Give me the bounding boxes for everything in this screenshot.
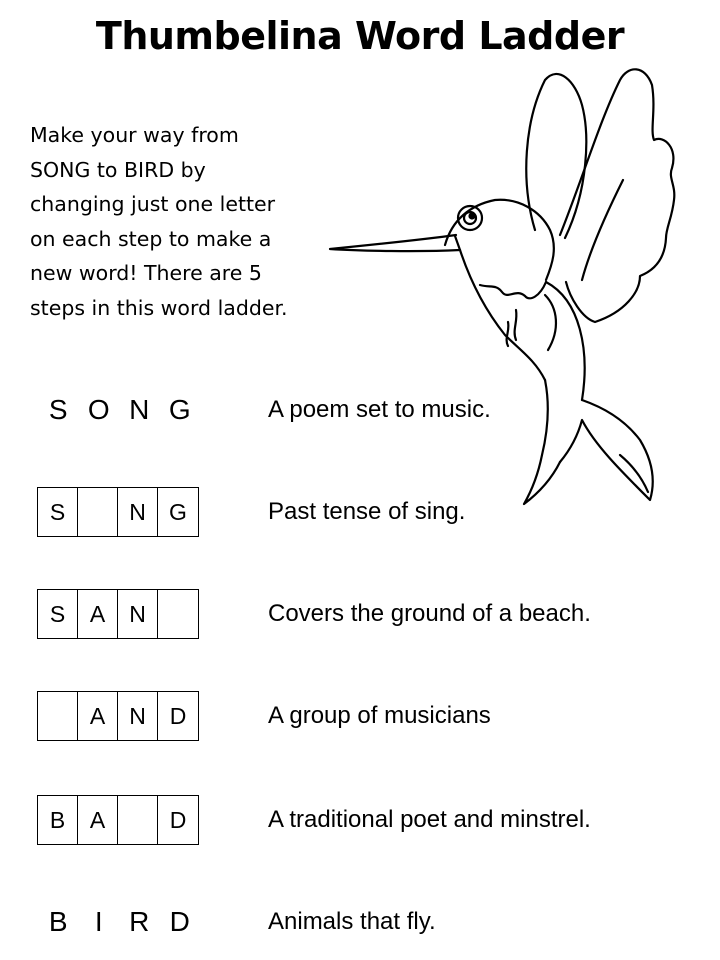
letter-box: A [78,796,118,844]
letter-box-blank[interactable] [118,796,158,844]
word-letter: R [129,906,150,937]
ladder-row [0,896,720,948]
instructions-text: Make your way from SONG to BIRD by changing just one letter on each step to make a new word! There are 5 steps in this word ladder. [30,123,288,320]
word-letter: I [94,906,103,937]
clue-text: A traditional poet and minstrel. [268,806,591,833]
end-word [38,896,208,948]
letter-box: A [78,590,118,638]
letter-boxes [37,589,199,639]
page-title: Thumbelina Word Ladder [95,14,625,58]
letter-boxes [37,795,199,845]
letter-box: B [38,796,78,844]
letter-box: G [169,498,187,525]
letter-box: N [118,692,158,740]
letter-box: N [118,590,158,638]
letter-box: D [169,702,187,729]
word-letter: G [168,394,191,425]
letter-box: S [38,590,78,638]
ladder-row [0,486,720,538]
clue-text: Covers the ground of a beach. [268,600,591,627]
clue-text: Animals that fly. [268,908,436,935]
word-letter: N [129,394,150,425]
ladder-row [0,794,720,846]
ladder-row [0,384,720,436]
clue-text: Past tense of sing. [268,498,466,525]
hummingbird-icon [320,60,680,520]
ladder-row [0,690,720,742]
word-letter: O [87,394,110,425]
word-letter: D [169,906,190,937]
letter-box-blank[interactable] [158,590,198,638]
clue-text: A poem set to music. [268,396,491,423]
letter-box-blank[interactable] [78,488,118,536]
start-word [38,384,208,436]
letter-box: N [118,488,158,536]
word-letter: B [48,906,68,937]
letter-box: A [78,692,118,740]
letter-box-blank[interactable] [38,692,78,740]
clue-text: A group of musicians [268,702,491,729]
letter-boxes [37,691,199,741]
letter-box: D [169,806,187,833]
ladder-row [0,588,720,640]
letter-box: S [38,488,78,536]
letter-boxes [37,487,199,537]
word-letter: S [48,394,68,425]
